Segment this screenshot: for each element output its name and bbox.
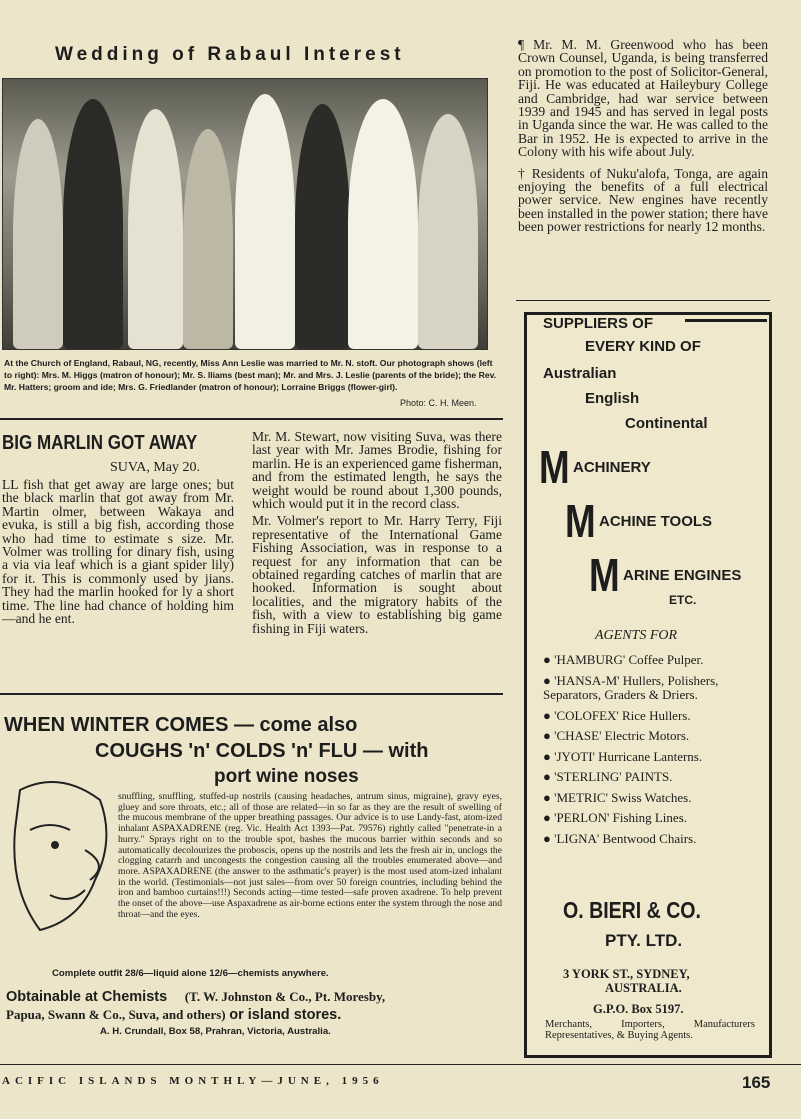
divider xyxy=(0,418,503,420)
agents-title: AGENTS FOR xyxy=(595,628,678,643)
marlin-headline: BIG MARLIN GOT AWAY xyxy=(2,432,198,454)
bieri-ad xyxy=(524,312,772,1058)
ad-body: snuffling, snuffling, stuffed-up nostrils (causing headaches, antrum sinus, migraine), gravy eyes, gluey and sore throats, etc.; all of those are related—in so far as they are the result of swelling of the mucous membrane of the upper breathing passages. Our advice is to use Landy-fast, atom-ized inhalant ASPAXADRENE (reg. Vic. Health Act 1393—Pat. 79576) rightly called "penetrate-in a hurry." Sprays right on to the trouble spot, bashes the mucous barrier within seconds and so automatically decolourizes the proboscis, opens up the nostrils and lets the fresh air in, unclogs the clogging catarrh and uncongests the congestion causing all the troubles enumerated above—and more. ASPAXADRENE (the answer to the asthmatic's prayer) is the most used atom-ized inhalant in the world. (Testimonials—not just sales—from over 50 foreign countries, including behind the iron and bamboo curtains!!!) Seconds acting—time tested—safe proven axadrene. To help prevent the onset of the above—use Aspaxadrene as air-borne ections enter the system through the nose and throat—and the eyes. xyxy=(118,791,502,920)
photo-credit: Photo: C. H. Meen. xyxy=(400,398,477,408)
notes-column xyxy=(518,38,768,238)
agent-item: ● 'METRIC' Swiss Watches. xyxy=(543,789,692,805)
ad-etc: ETC. xyxy=(669,593,697,607)
ad-head2: EVERY KIND OF xyxy=(585,338,701,355)
marlin-left-text: LL fish that get away are large ones; but the black marlin that got away from Mr. Martin olmer, between Wakaya and evuka, is still a big fish, according those who had time to estimate s size. Mr. Volmer was trolling for dinary fish, using a via via leaf which is a giant spider lily) for it. This is commonly used by jians. They had the marlin hooked for ly a short time. The line had chance of holding him—and he ent. xyxy=(2,477,234,627)
company-address2: AUSTRALIA. xyxy=(605,981,682,995)
ad-obtain2: (T. W. Johnston & Co., Pt. Moresby, xyxy=(184,989,386,1004)
marlin-right-column xyxy=(252,430,502,639)
agent-item: ● 'HAMBURG' Coffee Pulper. xyxy=(543,652,704,667)
big-m-3: M xyxy=(589,549,620,601)
agent-item: ● 'CHASE' Electric Motors. xyxy=(543,728,690,743)
marlin-p1: Mr. M. Stewart, now visiting Suva, was there last year with Mr. James Brodie, fishing for marlin. He is an experienced game fisherman, and from the estimated length, he says the weight would be round about 1,300 pounds, which would put it in the record class. xyxy=(252,429,502,512)
agent-item: ● 'COLOFEX' Rice Hullers. xyxy=(543,707,691,723)
agent-item: ● 'JYOTI' Hurricane Lanterns. xyxy=(543,748,703,764)
divider xyxy=(685,319,767,322)
ad-marine-engines: ARINE ENGINES xyxy=(623,567,742,584)
agent-item: ● 'LIGNA' Bentwood Chairs. xyxy=(543,830,697,846)
wedding-photo xyxy=(2,78,488,350)
ad-obtain4: or island stores. xyxy=(229,1007,342,1023)
ad-origin3: Continental xyxy=(625,415,708,432)
ad-head1: SUPPLIERS OF xyxy=(543,315,654,332)
ad-obtain: Obtainable at Chemists xyxy=(6,989,168,1005)
ad-outfit: Complete outfit 28/6—liquid alone 12/6—chemists anywhere. xyxy=(52,968,329,979)
ad-machine-tools: ACHINE TOOLS xyxy=(599,513,713,530)
ad-line2: COUGHS 'n' COLDS 'n' FLU — with xyxy=(95,740,429,762)
agent-item: ● 'HANSA-M' Hullers, Polishers, Separators, Graders & Driers. xyxy=(543,672,719,702)
page-number: 165 xyxy=(742,1073,771,1092)
man-face-illustration xyxy=(0,770,120,940)
wedding-caption: At the Church of England, Rabaul, NG, recently, Miss Ann Leslie was married to Mr. N. stoft. Our photograph shows (left to right): Mrs. M. Higgs (matron of honour); Mr. S. lliams (best man); Mr. and Mrs. J. Leslie (parents of the bride); the Rev. Mr. Hatters; groom and ide; Mrs. G. Friedlander (matron of honour); Lorraine Briggs (flower-girl). xyxy=(4,358,497,392)
note-tonga: † Residents of Nuku'alofa, Tonga, are again enjoying the benefits of a full electrical power service. New engines have recently been installed in the power station; there have been power restrictions for nearly 12 months. xyxy=(518,165,768,235)
agent-item: ● 'PERLON' Fishing Lines. xyxy=(543,810,687,825)
marlin-dateline: SUVA, May 20. xyxy=(110,460,200,475)
ad-line1: WHEN WINTER COMES — come also xyxy=(4,714,358,736)
agents-list xyxy=(543,653,757,852)
ad-origin2: English xyxy=(585,390,640,407)
ad-address: A. H. Crundall, Box 58, Prahran, Victoria, Australia. xyxy=(100,1026,331,1037)
ad-obtain-block xyxy=(6,988,502,1024)
company-box: G.P.O. Box 5197. xyxy=(593,1002,684,1016)
ad-machinery: ACHINERY xyxy=(573,459,651,476)
ad-origin1: Australian xyxy=(543,365,617,382)
marlin-p2: Mr. Volmer's report to Mr. Harry Terry, Fiji representative of the International Game Fishing Association, was in response to a request for any information that can be obtained regarding catches of marlin that are hooked. Information is sought about localities, and the migratory habits of the fish, with a view to establishing big game fishing in Fiji waters. xyxy=(252,513,502,636)
divider xyxy=(0,1064,801,1065)
company-pty: PTY. LTD. xyxy=(605,931,683,950)
divider xyxy=(0,693,503,695)
wedding-title: Wedding of Rabaul Interest xyxy=(55,44,405,65)
company-address1: 3 YORK ST., SYDNEY, xyxy=(563,967,690,981)
big-m-1: M xyxy=(539,441,570,493)
journal-title: ACIFIC ISLANDS MONTHLY—JUNE, 1956 xyxy=(2,1075,384,1087)
ad-line3: port wine noses xyxy=(214,766,359,787)
note-greenwood: ¶ Mr. M. M. Greenwood who has been Crown Counsel, Uganda, is being transferred on promotion to the post of Solicitor-General, Fiji. He was educated at Haileybury College and Cambridge, had war service between 1939 and 1945 and has served in legal posts in Uganda since the war. He was called to the Bar in 1952. He is expected to arrive in the Colony with his wife about July. xyxy=(518,37,768,160)
agent-item: ● 'STERLING' PAINTS. xyxy=(543,769,673,784)
company-name: O. BIERI & CO. xyxy=(563,897,701,923)
big-m-2: M xyxy=(565,495,596,547)
company-desc: Merchants, Importers, Manufacturers Representatives, & Buying Agents. xyxy=(545,1019,755,1041)
divider xyxy=(516,300,770,301)
ad-obtain3: Papua, Swann & Co., Suva, and others) xyxy=(6,1007,226,1022)
